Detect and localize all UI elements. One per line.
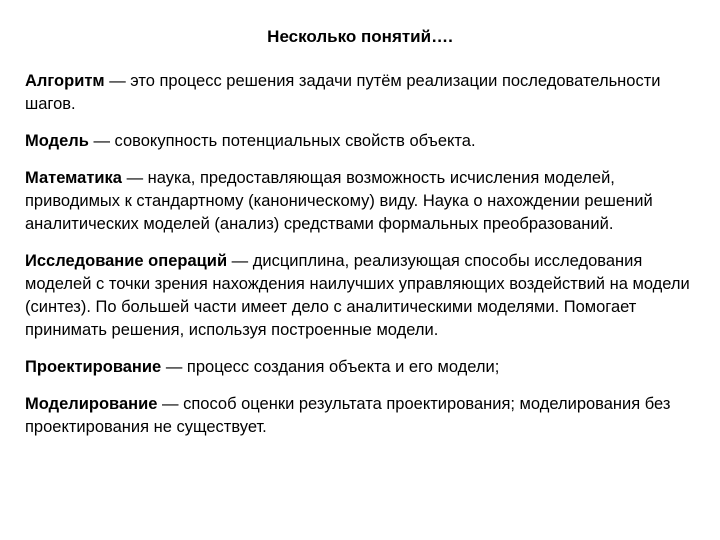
term-model: Модель <box>25 132 89 150</box>
definition-mathematics-text: — наука, предоставляющая возможность исчисления моделей, приводимых к стандартному (каноническому) виду. Наука о нахождении решений аналитических моделей (анализ) средствами формальных преобразований. <box>25 169 653 233</box>
term-design: Проектирование <box>25 358 162 376</box>
definition-design <box>25 356 705 379</box>
slide-title: Несколько понятий…. <box>267 27 453 46</box>
definition-design-text: — процесс создания объекта и его модели; <box>161 358 500 376</box>
definition-algorithm <box>25 70 705 116</box>
definition-model <box>25 130 705 153</box>
definitions-list <box>25 70 705 453</box>
term-algorithm: Алгоритм <box>25 72 105 90</box>
definition-operations-research <box>25 250 705 342</box>
term-modeling: Моделирование <box>25 395 158 413</box>
term-operations-research: Исследование операций <box>25 252 228 270</box>
term-mathematics: Математика <box>25 169 122 187</box>
definition-operations-research-text: — дисциплина, реализующая способы исследования моделей с точки зрения нахождения наилучших управляющих воздействий на модели (синтез). По большей части имеет дело с аналитическими моделями. Помогает принимать решения, используя построенные модели. <box>25 252 690 339</box>
definition-modeling <box>25 393 705 439</box>
definition-model-text: — совокупность потенциальных свойств объекта. <box>88 132 476 150</box>
definition-mathematics <box>25 167 705 236</box>
definition-algorithm-text: — это процесс решения задачи путём реализации последовательности шагов. <box>25 72 661 113</box>
definition-modeling-text: — способ оценки результата проектирования; моделирования без проектирования не существует. <box>25 395 671 436</box>
